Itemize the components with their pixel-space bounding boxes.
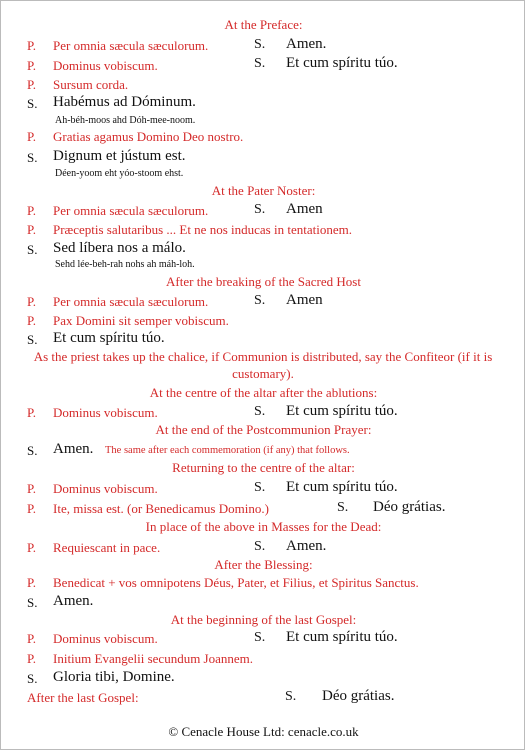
label-server: S. bbox=[254, 480, 266, 495]
label-priest: P. bbox=[27, 631, 37, 646]
dead-response-1: Amen. bbox=[286, 538, 327, 554]
heading-preface: At the Preface: bbox=[224, 17, 303, 32]
label-priest: P. bbox=[27, 38, 37, 53]
ablutions-versicle-1: Dominus vobiscum. bbox=[53, 405, 158, 420]
last-response: Déo grátias. bbox=[322, 688, 395, 704]
label-server: S. bbox=[27, 150, 38, 165]
label-server: S. bbox=[254, 293, 266, 308]
label-priest: P. bbox=[27, 203, 37, 218]
heading-returning: Returning to the centre of the altar: bbox=[172, 460, 355, 475]
returning-response-1: Et cum spíritu túo. bbox=[286, 479, 398, 495]
pater-pronunciation-2: Sehd lée-beh-rah nohs ah máh-loh. bbox=[55, 259, 195, 270]
returning-versicle-1: Dominus vobiscum. bbox=[53, 481, 158, 496]
label-priest: P. bbox=[27, 501, 37, 516]
heading-last-gospel: At the beginning of the last Gospel: bbox=[170, 612, 357, 627]
preface-versicle-1: Per omnia sæcula sæculorum. bbox=[53, 38, 209, 53]
label-priest: P. bbox=[27, 294, 37, 309]
preface-response-4: Dignum et jústum est. bbox=[53, 148, 186, 164]
label-priest: P. bbox=[27, 575, 37, 590]
label-server: S. bbox=[27, 332, 38, 347]
gospel-response-2: Gloria tibi, Domine. bbox=[53, 669, 175, 685]
preface-response-2: Et cum spíritu túo. bbox=[286, 55, 398, 71]
dead-versicle-1: Requiescant in pace. bbox=[53, 540, 161, 555]
pater-response-2: Sed líbera nos a málo. bbox=[53, 240, 186, 256]
heading-ablutions: At the centre of the altar after the ablutions: bbox=[149, 385, 378, 400]
host-response-1: Amen bbox=[286, 292, 323, 308]
preface-response-3: Habémus ad Dóminum. bbox=[53, 94, 196, 110]
label-server: S. bbox=[285, 689, 297, 704]
label-server: S. bbox=[27, 96, 38, 111]
rubric-chalice: As the priest takes up the chalice, if Communion is distributed, say the Confiteor (if it is customary). bbox=[33, 349, 493, 381]
label-server: S. bbox=[254, 37, 266, 52]
after-last-gospel-label: After the last Gospel: bbox=[27, 690, 139, 705]
pater-versicle-1: Per omnia sæcula sæculorum. bbox=[53, 203, 209, 218]
label-priest: P. bbox=[27, 651, 37, 666]
label-server: S. bbox=[27, 443, 38, 458]
blessing-response-1: Amen. bbox=[53, 593, 94, 609]
heading-masses-for-dead: In place of the above in Masses for the Dead: bbox=[145, 519, 382, 534]
host-response-2: Et cum spíritu túo. bbox=[53, 330, 165, 346]
preface-response-1: Amen. bbox=[286, 36, 327, 52]
label-server: S. bbox=[254, 56, 266, 71]
heading-pater-noster: At the Pater Noster: bbox=[211, 183, 316, 198]
label-priest: P. bbox=[27, 313, 37, 328]
label-server: S. bbox=[337, 500, 349, 515]
heading-postcommunion: At the end of the Postcommunion Prayer: bbox=[155, 422, 372, 437]
pater-response-1: Amen bbox=[286, 201, 323, 217]
gospel-response-1: Et cum spíritu túo. bbox=[286, 629, 398, 645]
pater-versicle-2: Præceptis salutaribus ... Et ne nos inducas in tentationem. bbox=[53, 222, 352, 237]
label-server: S. bbox=[27, 671, 38, 686]
postcommunion-note: The same after each commemoration (if any) that follows. bbox=[105, 445, 350, 456]
heading-blessing: After the Blessing: bbox=[214, 557, 313, 572]
label-server: S. bbox=[254, 630, 266, 645]
label-server: S. bbox=[254, 404, 266, 419]
preface-versicle-3: Sursum corda. bbox=[53, 77, 129, 92]
label-priest: P. bbox=[27, 129, 37, 144]
label-server: S. bbox=[254, 539, 266, 554]
preface-pronunciation-3: Ah-béh-moos ahd Dóh-mee-noom. bbox=[55, 115, 196, 126]
footer-copyright: © Cenacle House Ltd: cenacle.co.uk bbox=[168, 724, 359, 739]
label-server: S. bbox=[27, 242, 38, 257]
host-versicle-1: Per omnia sæcula sæculorum. bbox=[53, 294, 209, 309]
returning-response-2: Déo grátias. bbox=[373, 499, 446, 515]
label-server: S. bbox=[27, 595, 38, 610]
label-server: S. bbox=[254, 202, 266, 217]
label-priest: P. bbox=[27, 77, 37, 92]
gospel-versicle-1: Dominus vobiscum. bbox=[53, 631, 158, 646]
label-priest: P. bbox=[27, 222, 37, 237]
heading-sacred-host: After the breaking of the Sacred Host bbox=[166, 274, 361, 289]
gospel-versicle-2: Initium Evangelii secundum Joannem. bbox=[53, 651, 254, 666]
preface-pronunciation-4: Déen-yoom eht yóo-stoom ehst. bbox=[55, 168, 184, 179]
host-versicle-2: Pax Domini sit semper vobiscum. bbox=[53, 313, 229, 328]
blessing-versicle-1: Benedicat + vos omnipotens Déus, Pater, et Filius, et Spiritus Sanctus. bbox=[53, 575, 419, 590]
returning-versicle-2: Ite, missa est. (or Benedicamus Domino.) bbox=[53, 501, 269, 516]
label-priest: P. bbox=[27, 58, 37, 73]
label-priest: P. bbox=[27, 481, 37, 496]
ablutions-response-1: Et cum spíritu túo. bbox=[286, 403, 398, 419]
label-priest: P. bbox=[27, 405, 37, 420]
preface-versicle-4: Gratias agamus Domino Deo nostro. bbox=[53, 129, 244, 144]
label-priest: P. bbox=[27, 540, 37, 555]
preface-versicle-2: Dominus vobiscum. bbox=[53, 58, 158, 73]
postcommunion-response-1: Amen. bbox=[53, 441, 94, 457]
